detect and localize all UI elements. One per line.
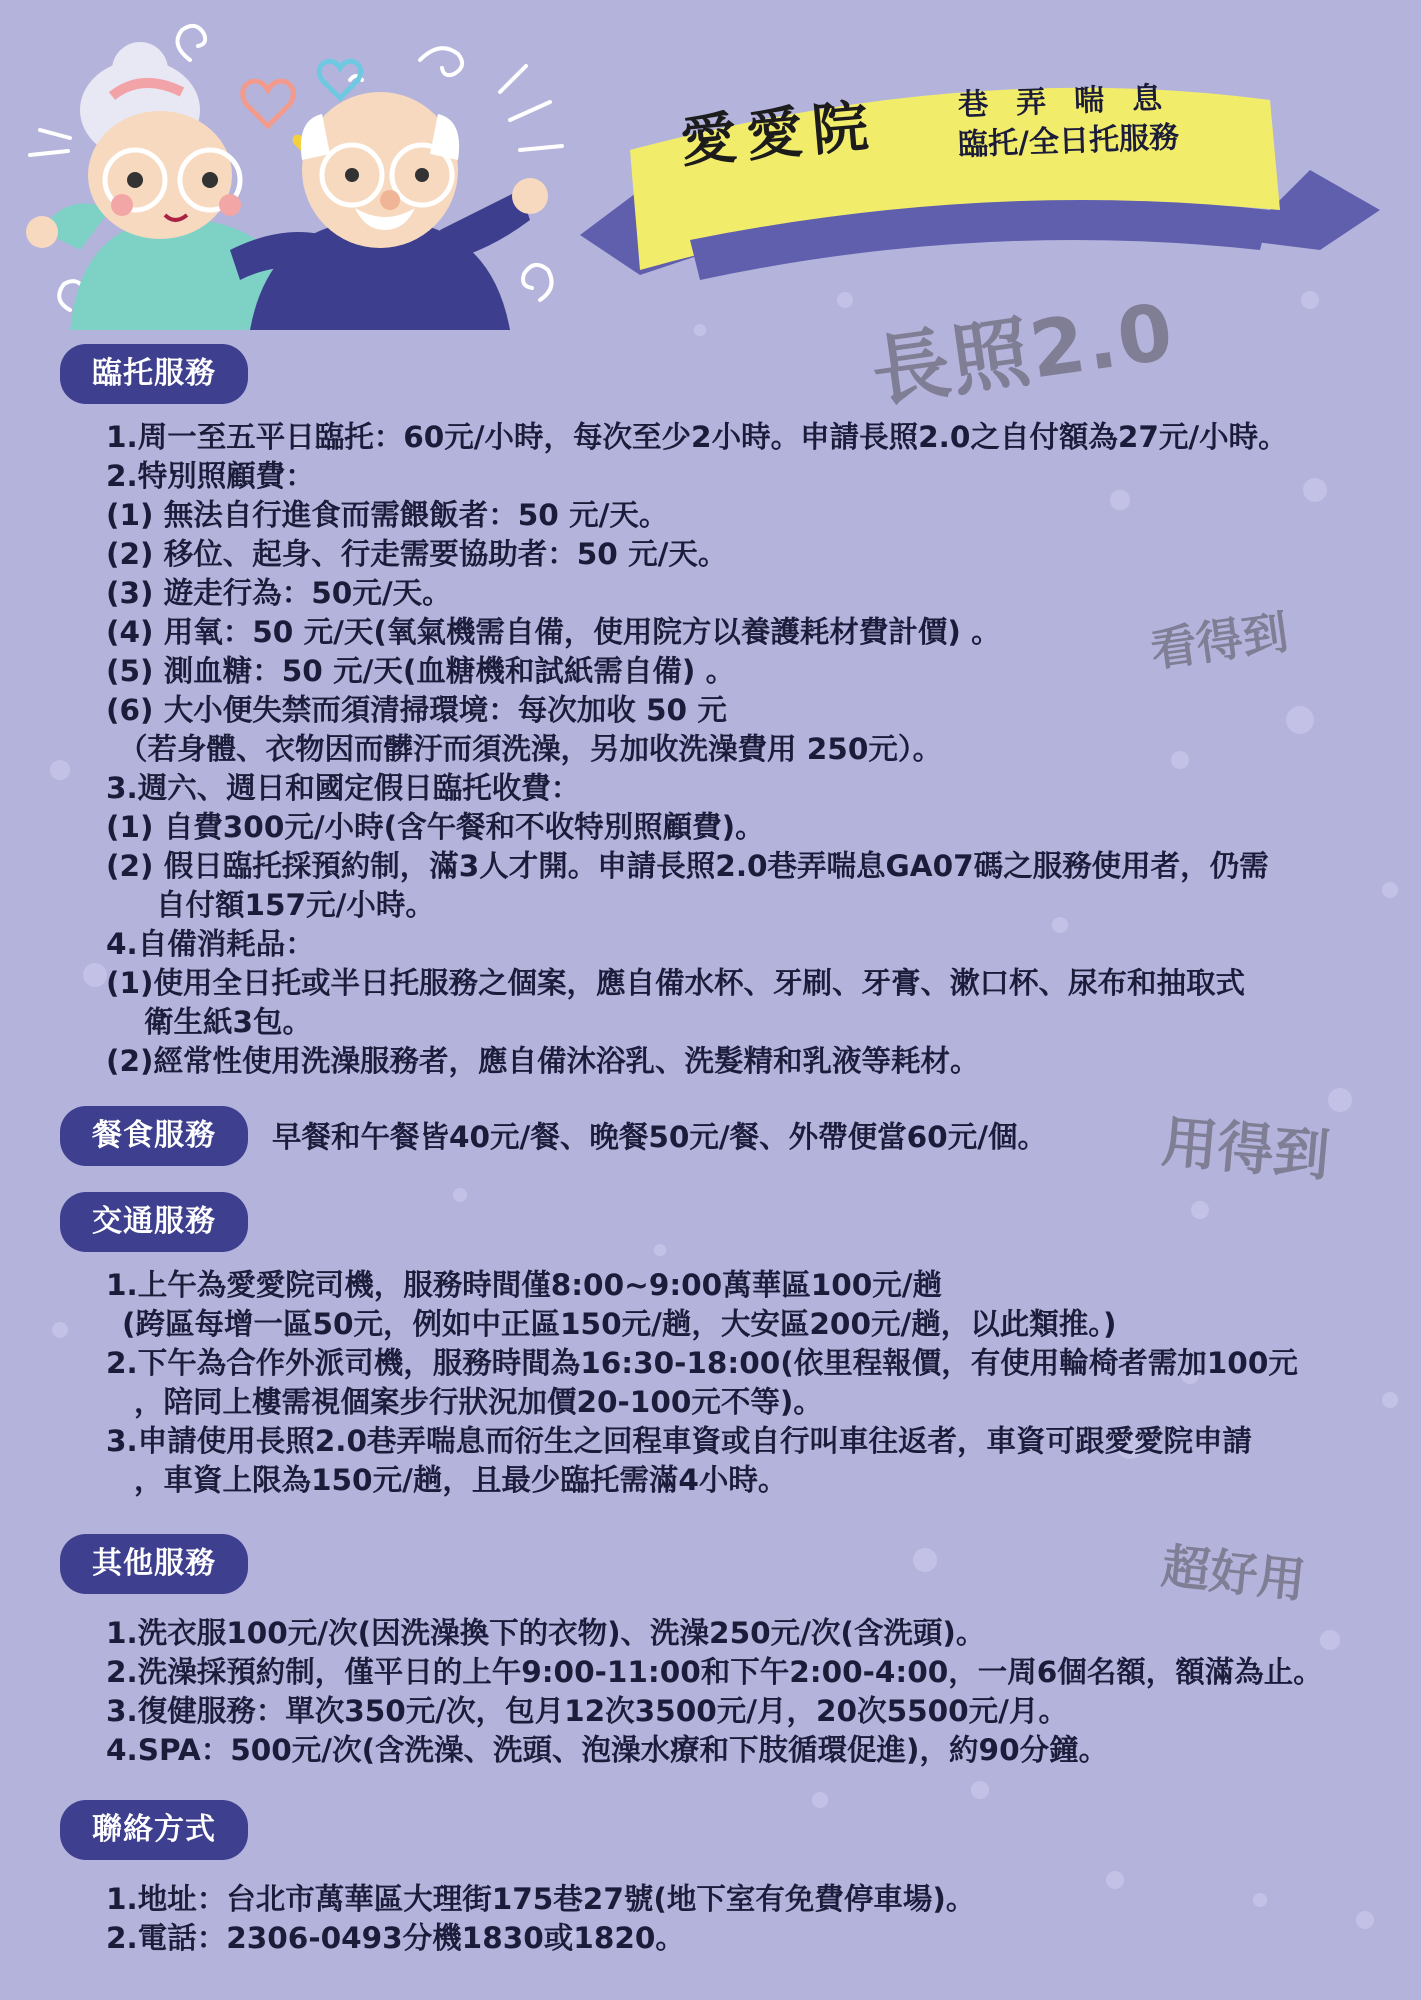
stamp-see: 看得到 <box>1147 604 1292 678</box>
list-item: (1)使用全日托或半日托服務之個案，應自備水杯、牙刷、牙膏、漱口杯、尿布和抽取式 <box>106 966 1245 1000</box>
list-item: 1.周一至五平日臨托：60元/小時，每次至少2小時。申請長照2.0之自付額為27元/小時。 <box>106 420 1288 454</box>
temp-care-list <box>106 418 1288 1081</box>
contact-list <box>106 1880 975 1958</box>
tagline-daycare: 臨托/全日托服務 <box>957 120 1180 163</box>
elderly-couple-illustration <box>0 0 600 360</box>
other-list <box>106 1614 1323 1770</box>
list-item: 4.SPA：500元/次(含洗澡、洗頭、泡澡水療和下肢循環促進)，約90分鐘。 <box>106 1733 1109 1767</box>
list-item: ，車資上限為150元/趟，且最少臨托需滿4小時。 <box>134 1463 788 1497</box>
list-item: (4) 用氧：50 元/天(氧氣機需自備，使用院方以養護耗材費計價) 。 <box>106 615 1001 649</box>
section-title-meal: 餐食服務 <box>60 1106 248 1166</box>
tagline-respite: 巷弄喘息 <box>957 79 1191 124</box>
list-item: 自付額157元/小時。 <box>156 888 435 922</box>
list-item: 衛生紙3包。 <box>144 1005 313 1039</box>
list-item: 1.洗衣服100元/次(因洗澡換下的衣物)、洗澡250元/次(含洗頭)。 <box>106 1616 986 1650</box>
address-line: 1.地址：台北市萬華區大理街175巷27號(地下室有免費停車場)。 <box>106 1882 976 1916</box>
list-item: 3.復健服務：單次350元/次，包月12次3500元/月，20次5500元/月。 <box>106 1694 1068 1728</box>
list-item: 3.週六、週日和國定假日臨托收費： <box>106 771 581 805</box>
list-item: (3) 遊走行為：50元/天。 <box>106 576 452 610</box>
transport-list <box>106 1266 1298 1500</box>
list-item: 3.申請使用長照2.0巷弄喘息而衍生之回程車資或自行叫車往返者，車資可跟愛愛院申請 <box>106 1424 1252 1458</box>
list-item: (跨區每增一區50元，例如中正區150元/趟，大安區200元/趟，以此類推。) <box>122 1307 1117 1341</box>
stamp-great: 超好用 <box>1158 1538 1309 1610</box>
ltc-2-stamp: 長照2.0 <box>866 287 1180 419</box>
brand-name: 愛愛院 <box>677 92 881 176</box>
meal-text: 早餐和午餐皆40元/餐、晚餐50元/餐、外帶便當60元/個。 <box>272 1120 1047 1154</box>
list-item: 2.洗澡採預約制，僅平日的上午9:00-11:00和下午2:00-4:00，一周6個名額，額滿為止。 <box>106 1655 1323 1689</box>
list-item: 1.上午為愛愛院司機，服務時間僅8:00~9:00萬華區100元/趟 <box>106 1268 943 1302</box>
list-item: (2)經常性使用洗澡服務者，應自備沐浴乳、洗髮精和乳液等耗材。 <box>106 1044 980 1078</box>
list-item: (6) 大小便失禁而須清掃環境：每次加收 50 元 <box>106 693 727 727</box>
list-item: (1) 無法自行進食而需餵飯者：50 元/天。 <box>106 498 669 532</box>
list-item: 4.自備消耗品： <box>106 927 315 961</box>
list-item: (2) 假日臨托採預約制，滿3人才開。申請長照2.0巷弄喘息GA07碼之服務使用者，仍需 <box>106 849 1269 883</box>
list-item: （若身體、衣物因而髒汙而須洗澡，另加收洗澡費用 250元）。 <box>118 732 943 766</box>
section-title-transport: 交通服務 <box>60 1192 248 1252</box>
section-title-other: 其他服務 <box>60 1534 248 1594</box>
list-item: (5) 測血糖：50 元/天(血糖機和試紙需自備) 。 <box>106 654 736 688</box>
list-item: 2.下午為合作外派司機，服務時間為16:30-18:00(依里程報價，有使用輪椅者需加100元 <box>106 1346 1298 1380</box>
list-item: 2.特別照顧費： <box>106 459 315 493</box>
list-item: (2) 移位、起身、行走需要協助者：50 元/天。 <box>106 537 728 571</box>
section-title-temp-care: 臨托服務 <box>60 344 248 404</box>
list-item: ，陪同上樓需視個案步行狀況加價20-100元不等)。 <box>134 1385 823 1419</box>
section-title-contact: 聯絡方式 <box>60 1800 248 1860</box>
stamp-use: 用得到 <box>1159 1109 1333 1190</box>
phone-line: 2.電話：2306-0493分機1830或1820。 <box>106 1921 685 1955</box>
list-item: (1) 自費300元/小時(含午餐和不收特別照顧費)。 <box>106 810 765 844</box>
